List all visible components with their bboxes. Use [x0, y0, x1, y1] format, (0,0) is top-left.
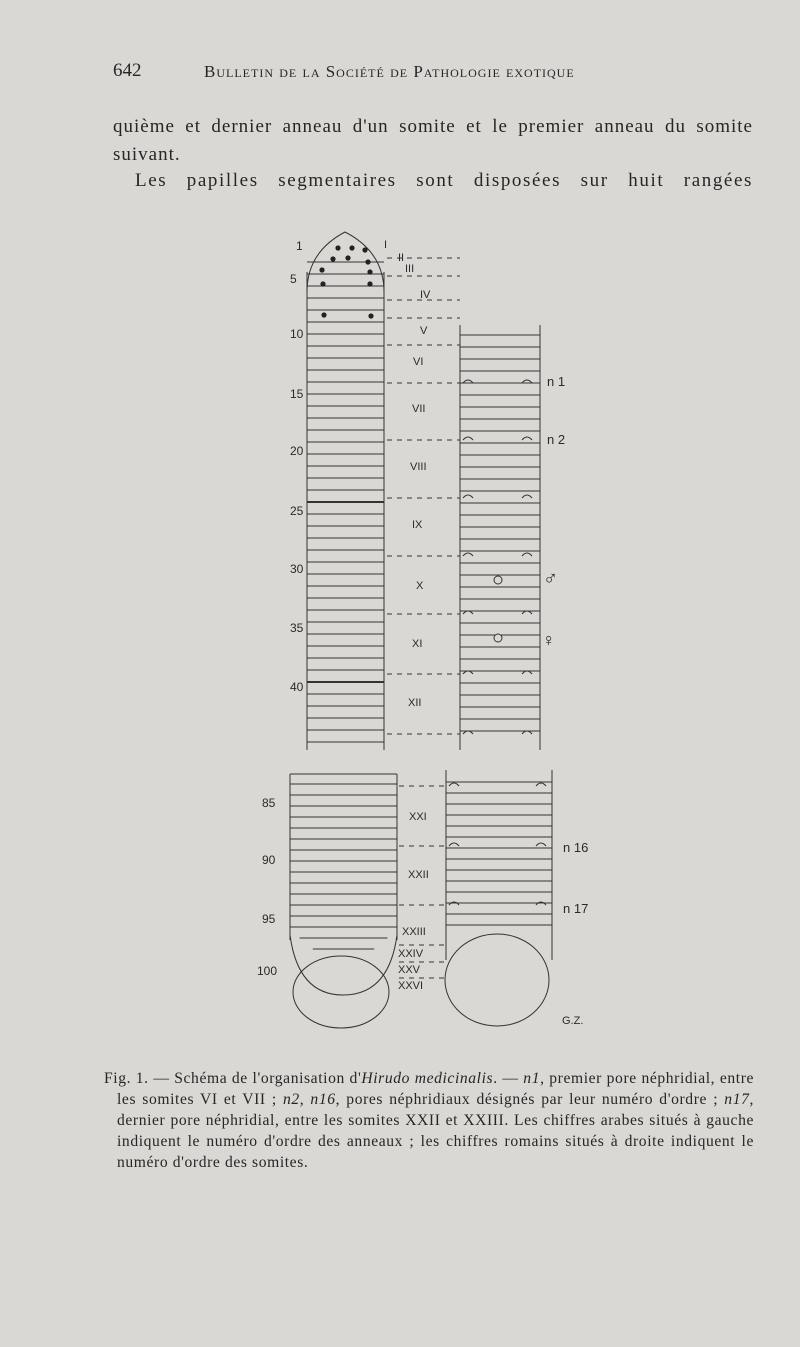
ring-number-40: 40 — [290, 680, 304, 694]
ring-number-5: 5 — [290, 272, 297, 286]
pore-arc — [463, 495, 473, 498]
posterior-outline — [290, 935, 397, 995]
papilla-dot — [335, 245, 340, 250]
somite-i: I — [384, 239, 388, 251]
pore-label-n17: n 17 — [563, 901, 589, 916]
somite-ix: IX — [412, 519, 423, 531]
figure-caption — [104, 1068, 754, 1173]
caption-text-a: Schéma de l'organisation d' — [174, 1070, 362, 1087]
somite-xxiii: XXIII — [402, 926, 426, 938]
somite-xii: XII — [408, 697, 422, 709]
female-symbol: ♀ — [542, 630, 556, 650]
ring-number-35: 35 — [290, 621, 304, 635]
ring-number-85: 85 — [262, 796, 276, 810]
caption-text-e: , dernier pore néphridial, entre les somites XXII et XXIII. Les chiffres arabes situés à gauche indiquent le numéro d'ordre des anneaux ; les chiffres romains situés à droite indiquent le numéro d'ordre des somites. — [117, 1091, 754, 1171]
papilla-dot — [362, 247, 367, 252]
papilla-dot — [320, 281, 325, 286]
somite-vi: VI — [413, 356, 424, 368]
somite-xxiv: XXIV — [398, 948, 424, 960]
ring-number-30: 30 — [290, 562, 304, 576]
ring-number-90: 90 — [262, 853, 276, 867]
somite-viii: VIII — [410, 461, 427, 473]
pore-label-n16: n 16 — [563, 840, 589, 855]
pore-arc — [449, 843, 459, 846]
pore-arc — [522, 553, 532, 556]
running-header: Bulletin de la Société de Pathologie exotique — [204, 62, 575, 81]
caption-text-c: , premier pore néphridial, entre les somites VI et VII ; — [117, 1070, 755, 1108]
caption-fig-label: Fig. 1. — — [104, 1070, 175, 1087]
page-number: 642 — [113, 60, 142, 81]
pore-arc — [522, 495, 532, 498]
somite-vii: VII — [412, 403, 426, 415]
somite-ii: II — [398, 252, 405, 264]
somite-xxv: XXV — [398, 964, 421, 976]
caption-text-d: , pores néphridiaux désignés par leur numéro d'ordre ; — [335, 1091, 725, 1108]
somite-v: V — [420, 325, 428, 337]
ring-number-15: 15 — [290, 387, 304, 401]
pore-label-n2: n 2 — [547, 432, 566, 447]
body-paragraph-1: quième et dernier anneau d'un somite et le premier anneau du somite suivant. — [113, 116, 753, 165]
posterior-sucker — [445, 934, 549, 1026]
pore-label-n1: n 1 — [547, 374, 566, 389]
papilla-dot — [367, 269, 372, 274]
ring-number-100: 100 — [257, 964, 278, 978]
papilla-dot — [368, 313, 373, 318]
caption-n1: n1 — [523, 1070, 541, 1087]
female-pore — [494, 634, 502, 642]
pore-arc — [463, 437, 473, 440]
somite-x: X — [416, 580, 424, 592]
papilla-dot — [319, 267, 324, 272]
pore-arc — [522, 437, 532, 440]
body-paragraph-2: Les papilles segmentaires sont disposées sur huit rangées — [135, 170, 753, 191]
ring-number-10: 10 — [290, 327, 304, 341]
somite-xi: XI — [412, 638, 423, 650]
ring-number-20: 20 — [290, 444, 304, 458]
papilla-dot — [321, 312, 326, 317]
somite-xxi: XXI — [409, 811, 427, 823]
figure-signature: G.Z. — [562, 1015, 584, 1027]
papilla-dot — [349, 245, 354, 250]
somite-xxii: XXII — [408, 869, 429, 881]
caption-text-b: . — — [493, 1070, 524, 1087]
male-pore — [494, 576, 502, 584]
caption-species: Hirudo medicinalis — [361, 1070, 494, 1087]
pore-arc — [463, 553, 473, 556]
posterior-sucker — [293, 956, 389, 1028]
pore-arc — [536, 783, 546, 786]
figure-drawing — [290, 232, 552, 1028]
caption-n2: n2, n16 — [282, 1091, 336, 1108]
somite-iv: IV — [420, 289, 431, 301]
somite-xxvi: XXVI — [398, 980, 424, 992]
pore-arc — [536, 843, 546, 846]
papilla-dot — [330, 256, 335, 261]
papilla-dot — [345, 255, 350, 260]
ring-number-1: 1 — [296, 239, 303, 253]
caption-n17: n17 — [724, 1091, 750, 1108]
male-symbol: ♂ — [543, 568, 558, 590]
papilla-dot — [365, 259, 370, 264]
ring-number-95: 95 — [262, 912, 276, 926]
somite-iii: III — [405, 263, 415, 275]
caption-text — [104, 1068, 754, 1173]
ring-number-25: 25 — [290, 504, 304, 518]
pore-arc — [449, 783, 459, 786]
papilla-dot — [367, 281, 372, 286]
